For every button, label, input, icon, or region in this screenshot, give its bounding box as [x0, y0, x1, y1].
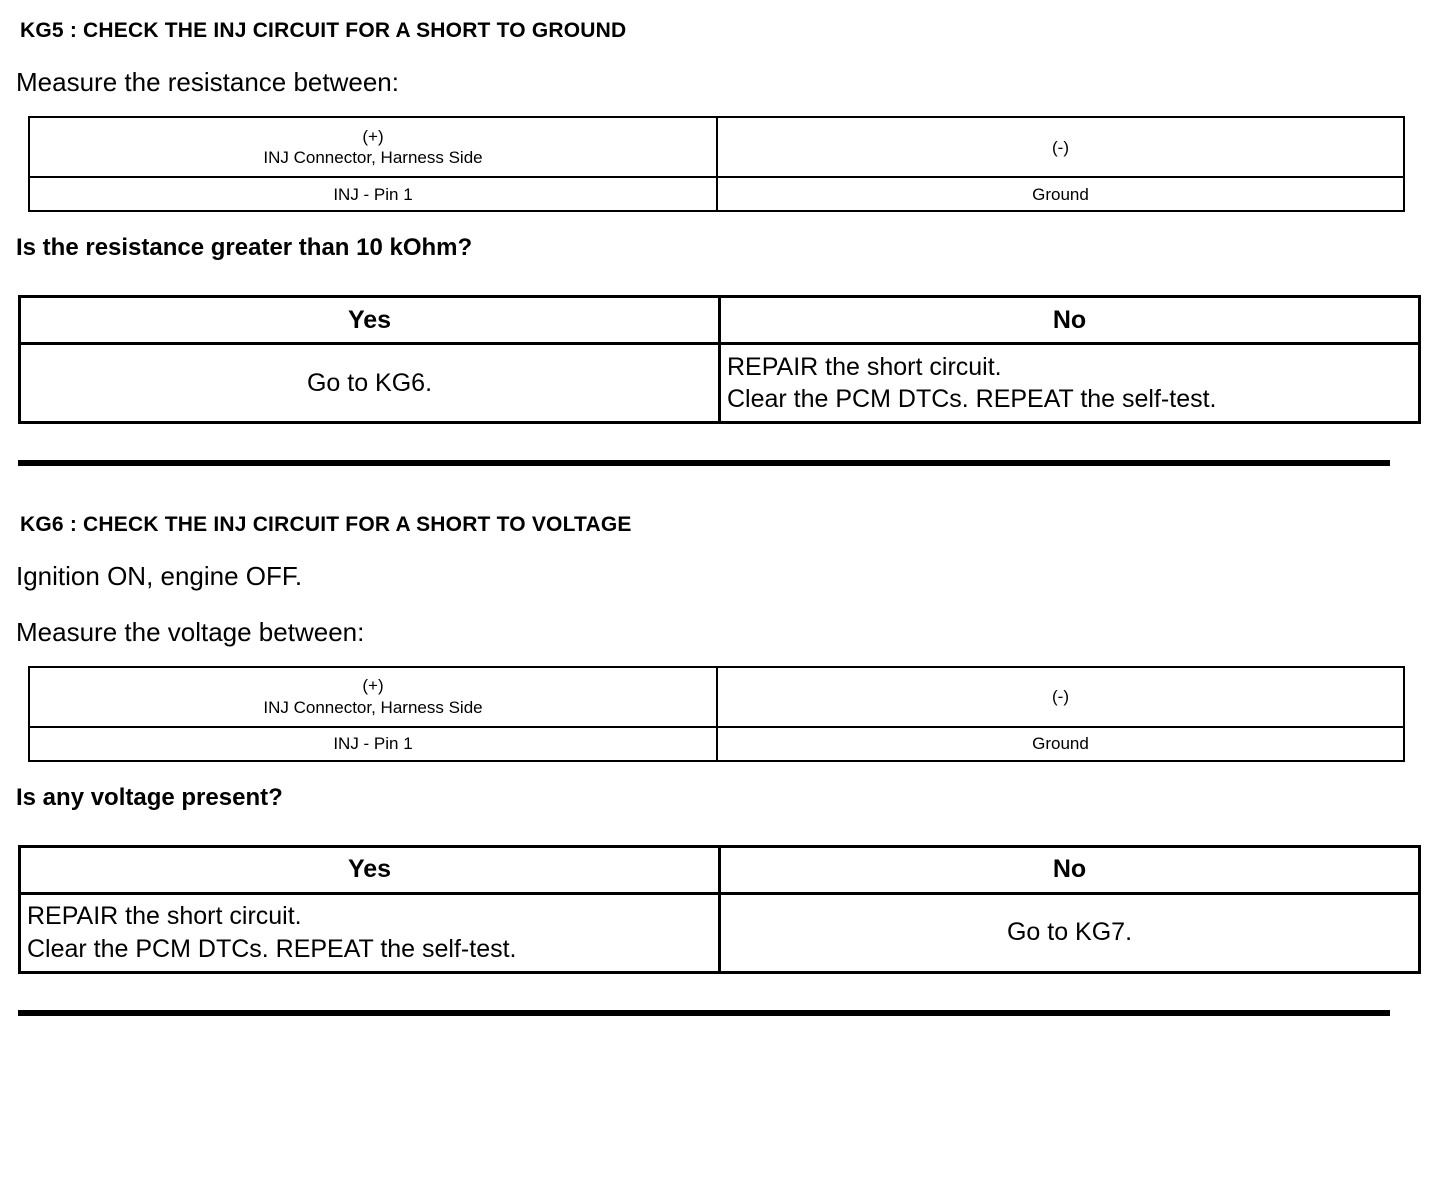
measurement-value-negative: Ground: [717, 727, 1404, 761]
answer-cell-no: [720, 893, 1420, 972]
section-spacer: [0, 466, 1440, 512]
answer-header-no: No: [720, 846, 1420, 893]
answer-header-yes: Yes: [20, 297, 720, 344]
polarity-negative-label: (-): [1052, 687, 1069, 707]
step-heading-kg6: KG6 : CHECK THE INJ CIRCUIT FOR A SHORT TO VOLTAGE: [20, 513, 632, 537]
polarity-negative-label: (-): [1052, 137, 1069, 157]
answer-header-no: No: [720, 297, 1420, 344]
answer-line: Clear the PCM DTCs. REPEAT the self-test.: [27, 934, 517, 963]
step-heading-kg5: KG5 : CHECK THE INJ CIRCUIT FOR A SHORT TO GROUND: [20, 19, 627, 42]
section-kg6: [0, 512, 1440, 1015]
answer-cell-yes: [20, 344, 720, 423]
measurement-table-kg5: [28, 116, 1405, 212]
answer-line: Clear the PCM DTCs. REPEAT the self-test.: [727, 385, 1217, 414]
measurement-header-positive: [29, 667, 717, 727]
answer-line: REPAIR the short circuit.: [727, 352, 1002, 381]
table-row: [20, 893, 1420, 972]
answer-table-kg5: [18, 295, 1421, 424]
answer-line: Go to KG7.: [1006, 918, 1133, 947]
instruction-kg6-1: Ignition ON, engine OFF.: [16, 561, 303, 592]
table-row: [29, 667, 1404, 727]
table-row: [29, 117, 1404, 177]
measurement-table-kg6: [28, 666, 1405, 762]
answer-cell-no: [720, 344, 1420, 423]
answer-line: REPAIR the short circuit.: [27, 902, 302, 931]
table-row: [20, 344, 1420, 423]
table-row: [20, 846, 1420, 893]
instruction-kg5-1: Measure the resistance between:: [16, 67, 399, 98]
question-kg5: Is the resistance greater than 10 kOhm?: [16, 234, 473, 262]
instruction-kg6-2: Measure the voltage between:: [16, 616, 365, 647]
measurement-value-positive: INJ - Pin 1: [29, 177, 717, 211]
polarity-positive-label: (+): [362, 127, 384, 147]
table-row: [20, 297, 1420, 344]
connector-label-positive: INJ Connector, Harness Side: [263, 148, 483, 168]
table-row: [29, 727, 1404, 761]
measurement-header-negative: [717, 667, 1404, 727]
measurement-header-negative: [717, 117, 1404, 177]
measurement-header-positive: [29, 117, 717, 177]
answer-table-kg6: [18, 845, 1421, 974]
polarity-positive-label: (+): [362, 676, 384, 696]
answer-header-yes: Yes: [20, 846, 720, 893]
answer-cell-yes: [20, 893, 720, 972]
measurement-value-positive: INJ - Pin 1: [29, 727, 717, 761]
question-kg6: Is any voltage present?: [16, 783, 283, 811]
section-divider: [18, 1010, 1390, 1016]
table-row: [29, 177, 1404, 211]
connector-label-positive: INJ Connector, Harness Side: [263, 697, 483, 717]
section-kg5: [0, 18, 1440, 466]
measurement-value-negative: Ground: [717, 177, 1404, 211]
answer-line: Go to KG6.: [306, 368, 433, 397]
